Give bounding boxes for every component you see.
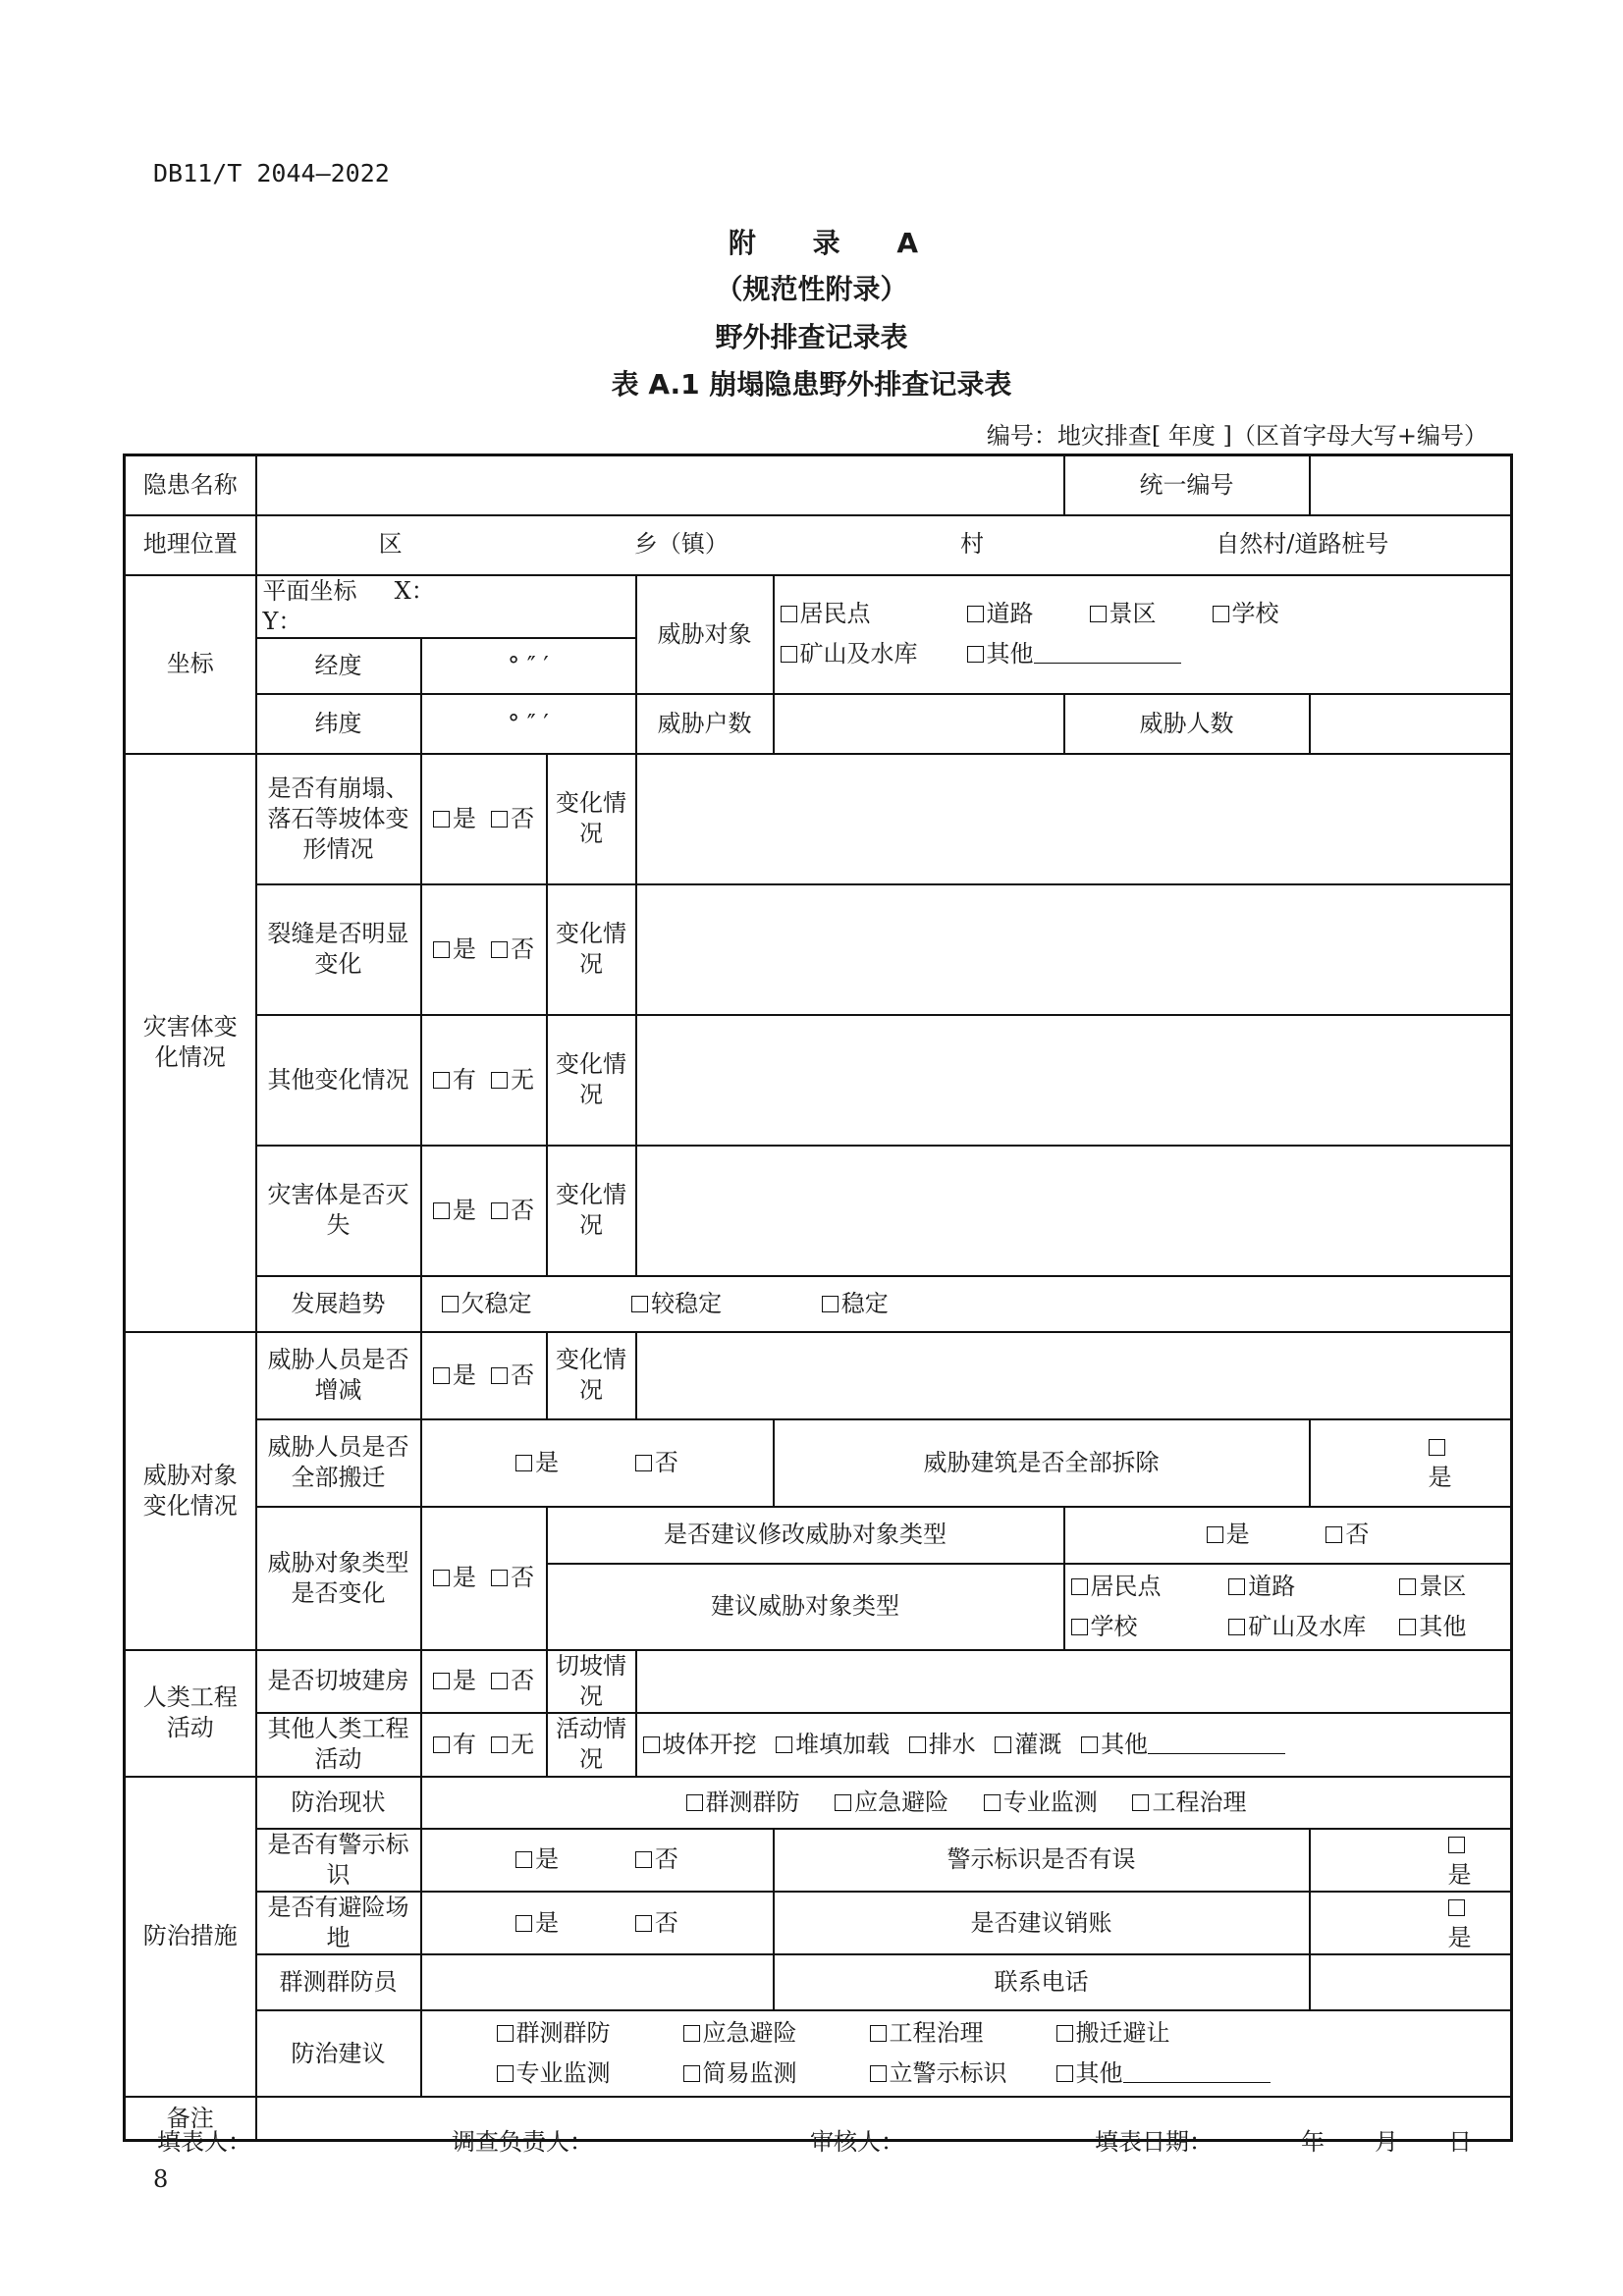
checkbox-option[interactable]: 景区 xyxy=(1399,1572,1504,1602)
lng-input[interactable]: ° ″ ′ xyxy=(421,638,636,694)
yes-no-options xyxy=(1064,1507,1512,1564)
change-label: 变化情况 xyxy=(547,1332,636,1419)
q-persons-moved: 威胁人员是否全部搬迁 xyxy=(256,1419,421,1507)
human-activity-label: 人类工程活动 xyxy=(125,1650,256,1777)
q-vanish: 灾害体是否灭失 xyxy=(256,1146,421,1276)
page-number: 8 xyxy=(153,2165,169,2193)
checkbox-option[interactable]: 欠稳定 xyxy=(442,1289,532,1319)
suggest-label: 防治建议 xyxy=(256,2010,421,2097)
checkbox-option[interactable]: 景区 xyxy=(1090,599,1213,629)
checkbox-yes[interactable]: 是 xyxy=(433,1667,476,1694)
checkbox-option[interactable]: 灌溉 xyxy=(995,1731,1061,1758)
table-row xyxy=(125,1954,1512,2010)
checkbox-option[interactable]: 堆填加载 xyxy=(776,1731,890,1758)
table-row xyxy=(125,694,1512,754)
checkbox-no[interactable]: 否 xyxy=(635,1909,678,1937)
checkbox-option[interactable]: 专业监测 xyxy=(497,2058,683,2089)
checkbox-yes[interactable]: 是 xyxy=(433,1564,476,1591)
lat-label: 纬度 xyxy=(256,694,421,754)
checkbox-option[interactable]: 道路 xyxy=(967,599,1090,629)
filler-label: 填表人： xyxy=(157,2128,251,2156)
yes-no-options xyxy=(1310,1419,1512,1507)
suggest-options xyxy=(421,2010,1512,2097)
checkbox-option[interactable]: 应急避险 xyxy=(835,1788,948,1818)
checkbox-option[interactable]: 搬迁避让 xyxy=(1056,2018,1282,2049)
investigator-label: 调查负责人： xyxy=(452,2128,593,2156)
q-cancel: 是否建议销账 xyxy=(774,1892,1310,1954)
have-none-options xyxy=(421,1015,547,1146)
table-row xyxy=(125,1892,1512,1954)
x-label: X： xyxy=(394,576,435,605)
table-row xyxy=(125,1507,1512,1564)
change-label: 变化情况 xyxy=(547,1146,636,1276)
checkbox-yes[interactable]: 是 xyxy=(515,1909,559,1937)
change-label: 变化情况 xyxy=(547,1015,636,1146)
checkbox-option[interactable]: 坡体开挖 xyxy=(643,1731,757,1758)
table-row xyxy=(125,1015,1512,1146)
checkbox-yes[interactable]: 是 xyxy=(1429,1433,1452,1491)
checkbox-yes[interactable]: 是 xyxy=(433,805,476,832)
checkbox-yes[interactable]: 是 xyxy=(515,1449,559,1476)
document-code: DB11/T 2044—2022 xyxy=(153,159,390,187)
loc-natural: 自然村/道路桩号 xyxy=(1216,530,1389,559)
status-options xyxy=(421,1777,1512,1829)
y-label: Y： xyxy=(262,607,302,635)
checkbox-yes[interactable]: 是 xyxy=(433,1362,476,1389)
phone-input[interactable] xyxy=(1310,1954,1512,2010)
checkbox-option[interactable]: 居民点 xyxy=(1071,1572,1229,1602)
location-label: 地理位置 xyxy=(125,515,256,575)
persons-input[interactable] xyxy=(1310,694,1512,754)
checkbox-option[interactable]: 其他 xyxy=(967,639,1335,669)
hazard-name-input[interactable] xyxy=(256,455,1064,515)
checkbox-no[interactable]: 否 xyxy=(1325,1521,1369,1548)
checkbox-have[interactable]: 有 xyxy=(433,1731,476,1758)
date-label: 填表日期： xyxy=(1095,2128,1213,2156)
yes-no-options xyxy=(421,1892,774,1954)
checkbox-option[interactable]: 应急避险 xyxy=(683,2018,870,2049)
yes-no-options xyxy=(1310,1892,1512,1954)
change-input[interactable] xyxy=(636,754,1512,884)
target-change-label: 威胁对象变化情况 xyxy=(125,1332,256,1650)
yes-no-options xyxy=(421,1146,547,1276)
phone-label: 联系电话 xyxy=(774,1954,1310,2010)
change-input[interactable] xyxy=(636,1332,1512,1419)
change-input[interactable] xyxy=(636,884,1512,1015)
q-warning-sign: 是否有警示标识 xyxy=(256,1829,421,1892)
threat-target-label: 威胁对象 xyxy=(636,575,774,694)
q-type-change: 威胁对象类型是否变化 xyxy=(256,1507,421,1650)
have-none-options xyxy=(421,1713,547,1776)
yes-no-options xyxy=(421,1650,547,1713)
threat-target-options xyxy=(774,575,1512,694)
appendix-title: 附 录 A xyxy=(728,227,943,259)
checkbox-option[interactable]: 学校 xyxy=(1071,1612,1229,1642)
plane-coord-input[interactable] xyxy=(256,575,636,638)
checkbox-yes[interactable]: 是 xyxy=(433,1197,476,1224)
slope-cut-input[interactable] xyxy=(636,1650,1512,1713)
q-other: 其他变化情况 xyxy=(256,1015,421,1146)
yes-no-options xyxy=(421,884,547,1015)
location-input[interactable] xyxy=(256,515,1512,575)
table-row xyxy=(125,1332,1512,1419)
table-row xyxy=(125,1777,1512,1829)
monitor-input[interactable] xyxy=(421,1954,774,2010)
yes-no-options xyxy=(421,1332,547,1419)
checkbox-option[interactable]: 排水 xyxy=(909,1731,976,1758)
checkbox-yes[interactable]: 是 xyxy=(1207,1521,1250,1548)
trend-options xyxy=(421,1276,1512,1332)
yes-no-options xyxy=(421,754,547,884)
checkbox-no[interactable]: 否 xyxy=(491,1197,534,1224)
normative-subtitle: （规范性附录） xyxy=(715,273,908,305)
table-title: 表 A.1 崩塌隐患野外排查记录表 xyxy=(611,368,1012,400)
checkbox-yes[interactable]: 是 xyxy=(433,935,476,963)
change-input[interactable] xyxy=(636,1015,1512,1146)
checkbox-have[interactable]: 有 xyxy=(433,1066,476,1094)
checkbox-option[interactable]: 道路 xyxy=(1228,1572,1399,1602)
loc-township: 乡（镇） xyxy=(633,530,729,559)
table-row xyxy=(125,1829,1512,1892)
checkbox-option[interactable]: 矿山及水库 xyxy=(1228,1612,1399,1642)
table-row xyxy=(125,455,1512,515)
checkbox-none[interactable]: 无 xyxy=(491,1066,534,1094)
checkbox-option[interactable]: 矿山及水库 xyxy=(781,639,967,669)
q-persons-change: 威胁人员是否增减 xyxy=(256,1332,421,1419)
monitor-label: 群测群防员 xyxy=(256,1954,421,2010)
table-row xyxy=(125,515,1512,575)
checkbox-option[interactable]: 较稳定 xyxy=(631,1289,722,1319)
yes-no-options xyxy=(421,1507,547,1650)
suggest-type-options xyxy=(1064,1564,1512,1650)
suggest-type-label: 建议威胁对象类型 xyxy=(547,1564,1064,1650)
table-row xyxy=(125,884,1512,1015)
checkbox-option[interactable]: 专业监测 xyxy=(984,1788,1098,1818)
table-row xyxy=(125,1146,1512,1276)
month-label: 月 xyxy=(1375,2128,1398,2156)
households-input[interactable] xyxy=(774,694,1064,754)
checkbox-no[interactable]: 否 xyxy=(491,935,534,963)
q-buildings-removed: 威胁建筑是否全部拆除 xyxy=(774,1419,1310,1507)
status-label: 防治现状 xyxy=(256,1777,421,1829)
q-crack: 裂缝是否明显变化 xyxy=(256,884,421,1015)
checkbox-option[interactable]: 立警示标识 xyxy=(870,2058,1056,2089)
checkbox-no[interactable]: 否 xyxy=(491,805,534,832)
q-suggest-modify: 是否建议修改威胁对象类型 xyxy=(547,1507,1064,1564)
change-input[interactable] xyxy=(636,1146,1512,1276)
lat-input[interactable]: ° ″ ′ xyxy=(421,694,636,754)
loc-district: 区 xyxy=(378,530,403,559)
hazard-name-label: 隐患名称 xyxy=(125,455,256,515)
checkbox-option[interactable]: 群测群防 xyxy=(686,1788,800,1818)
checkbox-no[interactable]: 否 xyxy=(491,1362,534,1389)
checkbox-yes[interactable]: 是 xyxy=(1448,1831,1472,1889)
q-slope-cut: 是否切坡建房 xyxy=(256,1650,421,1713)
persons-label: 威胁人数 xyxy=(1064,694,1310,754)
checkbox-yes[interactable]: 是 xyxy=(1448,1894,1472,1951)
loc-village: 村 xyxy=(960,530,985,559)
yes-no-options xyxy=(421,1829,774,1892)
activity-options xyxy=(636,1713,1512,1776)
q-shelter: 是否有避险场地 xyxy=(256,1892,421,1954)
q-collapse: 是否有崩塌、落石等坡体变形情况 xyxy=(256,754,421,884)
checkbox-none[interactable]: 无 xyxy=(491,1731,534,1758)
unified-no-label: 统一编号 xyxy=(1064,455,1310,515)
change-label: 变化情况 xyxy=(547,754,636,884)
prevention-label: 防治措施 xyxy=(125,1777,256,2098)
table-row xyxy=(125,1276,1512,1332)
checkbox-no[interactable]: 否 xyxy=(635,1449,678,1476)
serial-note: 编号：地灾排查[ 年度 ]（区首字母大写+编号） xyxy=(986,422,1488,450)
lng-label: 经度 xyxy=(256,638,421,694)
checkbox-option[interactable]: 其他 xyxy=(1056,2058,1282,2089)
checkbox-option[interactable]: 稳定 xyxy=(822,1289,889,1319)
body-change-label: 灾害体变化情况 xyxy=(125,754,256,1332)
table-row xyxy=(125,2010,1512,2097)
yes-no-options xyxy=(421,1419,774,1507)
checkbox-no[interactable]: 否 xyxy=(491,1667,534,1694)
change-label: 变化情况 xyxy=(547,884,636,1015)
checkbox-option[interactable]: 其他 xyxy=(1399,1612,1504,1642)
checkbox-option[interactable]: 简易监测 xyxy=(683,2058,870,2089)
trend-label: 发展趋势 xyxy=(256,1276,421,1332)
plane-label: 平面坐标 xyxy=(262,576,357,605)
remarks-label: 备注 xyxy=(125,2097,256,2140)
table-row xyxy=(125,575,1512,638)
table-row xyxy=(125,1419,1512,1507)
record-title: 野外排查记录表 xyxy=(715,321,908,353)
q-sign-error: 警示标识是否有误 xyxy=(774,1829,1310,1892)
checkbox-yes[interactable]: 是 xyxy=(515,1845,559,1873)
table-row xyxy=(125,1650,1512,1713)
checkbox-option[interactable]: 工程治理 xyxy=(870,2018,1056,2049)
activity-label: 活动情况 xyxy=(547,1713,636,1776)
checkbox-option[interactable]: 工程治理 xyxy=(1132,1788,1246,1818)
checkbox-no[interactable]: 否 xyxy=(491,1564,534,1591)
checkbox-option[interactable]: 居民点 xyxy=(781,599,967,629)
checkbox-option[interactable]: 其他 xyxy=(1081,1731,1285,1758)
year-label: 年 xyxy=(1301,2128,1325,2156)
checkbox-option[interactable]: 群测群防 xyxy=(497,2018,683,2049)
survey-form-table xyxy=(123,454,1513,2142)
unified-no-input[interactable] xyxy=(1310,455,1512,515)
day-label: 日 xyxy=(1448,2128,1472,2156)
slope-cut-label: 切坡情况 xyxy=(547,1650,636,1713)
reviewer-label: 审核人： xyxy=(810,2128,904,2156)
table-row xyxy=(125,1713,1512,1776)
form-footer xyxy=(157,2122,1483,2157)
checkbox-option[interactable]: 学校 xyxy=(1213,599,1335,629)
coord-label: 坐标 xyxy=(125,575,256,754)
yes-no-options xyxy=(1310,1829,1512,1892)
households-label: 威胁户数 xyxy=(636,694,774,754)
table-row xyxy=(125,754,1512,884)
checkbox-no[interactable]: 否 xyxy=(635,1845,678,1873)
q-other-activity: 其他人类工程活动 xyxy=(256,1713,421,1776)
